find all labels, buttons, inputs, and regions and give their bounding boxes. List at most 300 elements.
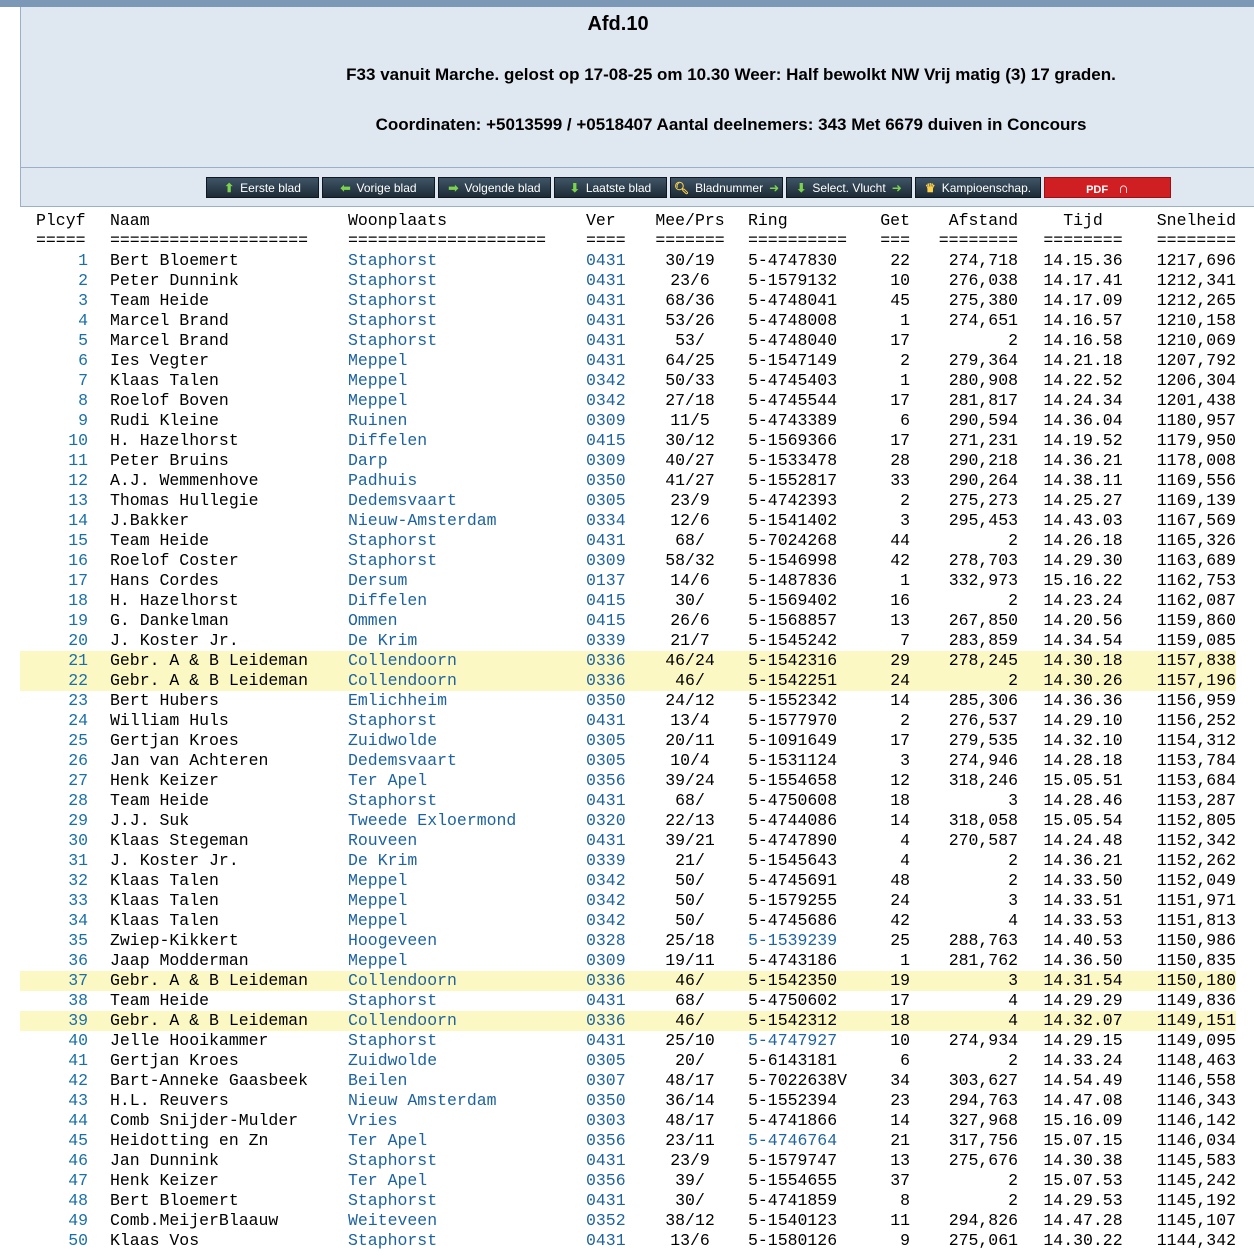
- cell-column-ring: 5-4745403: [748, 371, 838, 390]
- table-row: [20, 251, 1236, 271]
- cell-column-ring[interactable]: 5-1539239: [748, 931, 838, 950]
- cell-column-woonplaats[interactable]: Ruinen: [348, 411, 408, 430]
- cell-column-plcyf: 9: [78, 411, 88, 430]
- cell-column-ver[interactable]: 0305: [586, 731, 626, 750]
- cell-column-tijd: 14.32.07: [1043, 1011, 1123, 1030]
- cell-column-plcyf: 13: [68, 491, 88, 510]
- cell-column-ring: 5-4741866: [748, 1111, 838, 1130]
- cell-column-woonplaats[interactable]: Dedemsvaart: [348, 491, 457, 510]
- cell-column-plcyf: 34: [68, 911, 88, 930]
- cell-column-snelheid: 1146,034: [1156, 1131, 1236, 1150]
- cell-column-tijd: 14.23.24: [1043, 591, 1123, 610]
- cell-column-mee-prs: 23/9: [670, 1151, 710, 1170]
- cell-column-woonplaats[interactable]: Meppel: [348, 371, 408, 390]
- cell-column-tijd: 14.43.03: [1043, 511, 1123, 530]
- cell-column-afstand: 290,594: [948, 411, 1018, 430]
- results-table: [20, 208, 1254, 1256]
- cell-column-naam: G. Dankelman: [110, 611, 229, 630]
- cell-column-woonplaats[interactable]: Vries: [348, 1111, 398, 1130]
- cell-column-afstand: 303,627: [948, 1071, 1018, 1090]
- cell-column-naam: Jelle Hooikammer: [110, 1031, 269, 1050]
- cell-column-tijd: 15.16.22: [1043, 571, 1123, 590]
- cell-column-get: 4: [900, 831, 910, 850]
- previous-page-button[interactable]: [322, 177, 435, 198]
- cell-column-afstand: 267,850: [948, 611, 1018, 630]
- cell-column-plcyf: 16: [68, 551, 88, 570]
- cell-column-naam: H. Hazelhorst: [110, 591, 239, 610]
- column-naam: Naam: [110, 211, 150, 230]
- cell-column-plcyf: 42: [68, 1071, 88, 1090]
- cell-column-ver[interactable]: 0336: [586, 971, 626, 990]
- cell-column-snelheid: 1145,192: [1156, 1191, 1236, 1210]
- cell-column-afstand: 274,946: [948, 751, 1018, 770]
- cell-column-get: 17: [890, 731, 910, 750]
- cell-column-get: 25: [890, 931, 910, 950]
- column-woonplaats: ====================: [348, 231, 547, 250]
- cell-column-snelheid: 1152,262: [1156, 851, 1236, 870]
- flight-info: F33 vanuit Marche. gelost op 17-08-25 om 10.30 Weer: Half bewolkt NW Vrij matig (3) 17 graden.: [346, 65, 1116, 84]
- cell-column-snelheid: 1153,287: [1156, 791, 1236, 810]
- cell-column-naam: J.J. Suk: [110, 811, 190, 830]
- cell-column-woonplaats[interactable]: Staphorst: [348, 1151, 438, 1170]
- table-row: [20, 1071, 1236, 1091]
- cell-column-ver[interactable]: 0303: [586, 1111, 626, 1130]
- cell-column-snelheid: 1217,696: [1156, 251, 1236, 270]
- cell-column-ver[interactable]: 0328: [586, 931, 626, 950]
- cell-column-mee-prs: 20/11: [665, 731, 715, 750]
- cell-column-mee-prs: 13/4: [670, 711, 710, 730]
- cell-column-woonplaats[interactable]: Staphorst: [348, 991, 438, 1010]
- cell-column-ver[interactable]: 0431: [586, 531, 626, 550]
- cell-column-snelheid: 1162,087: [1156, 591, 1236, 610]
- cell-column-ver[interactable]: 0431: [586, 271, 626, 290]
- cell-column-snelheid: 1165,326: [1156, 531, 1236, 550]
- cell-column-woonplaats[interactable]: Meppel: [348, 871, 408, 890]
- cell-column-ver[interactable]: 0339: [586, 851, 626, 870]
- cell-column-plcyf: 3: [78, 291, 88, 310]
- cell-column-woonplaats[interactable]: Hoogeveen: [348, 931, 438, 950]
- cell-column-ring: 5-1552342: [748, 691, 838, 710]
- cell-column-woonplaats[interactable]: Padhuis: [348, 471, 418, 490]
- cell-column-afstand: 275,061: [948, 1231, 1018, 1250]
- table-row: [20, 631, 1236, 651]
- cell-column-tijd: 14.16.57: [1043, 311, 1123, 330]
- cell-column-ver[interactable]: 0415: [586, 431, 626, 450]
- cell-column-afstand: 2: [1008, 331, 1018, 350]
- cell-column-afstand: 2: [1008, 591, 1018, 610]
- cell-column-snelheid: 1210,069: [1156, 331, 1236, 350]
- cell-column-woonplaats[interactable]: Staphorst: [348, 251, 438, 270]
- cell-column-plcyf: 37: [68, 971, 88, 990]
- cell-column-ver[interactable]: 0342: [586, 371, 626, 390]
- cell-column-get: 8: [900, 1191, 910, 1210]
- cell-column-ring: 5-1579255: [748, 891, 838, 910]
- cell-column-mee-prs: 48/17: [665, 1111, 715, 1130]
- cell-column-woonplaats[interactable]: De Krim: [348, 851, 418, 870]
- cell-column-woonplaats[interactable]: Ommen: [348, 611, 398, 630]
- cell-column-ring[interactable]: 5-4747927: [748, 1031, 838, 1050]
- cell-column-afstand: 275,380: [948, 291, 1018, 310]
- cell-column-naam: Klaas Talen: [110, 371, 219, 390]
- cell-column-woonplaats[interactable]: Diffelen: [348, 591, 428, 610]
- cell-column-naam: Klaas Talen: [110, 891, 219, 910]
- cell-column-naam: A.J. Wemmenhove: [110, 471, 259, 490]
- cell-column-woonplaats[interactable]: Zuidwolde: [348, 1051, 438, 1070]
- cell-column-snelheid: 1150,180: [1156, 971, 1236, 990]
- table-row: [20, 651, 1236, 671]
- cell-column-plcyf: 39: [68, 1011, 88, 1030]
- cell-column-woonplaats[interactable]: Staphorst: [348, 551, 438, 570]
- cell-column-mee-prs: 12/6: [670, 511, 710, 530]
- table-row: [20, 751, 1236, 771]
- cell-column-woonplaats[interactable]: Collendoorn: [348, 651, 457, 670]
- cell-column-ring: 5-1545643: [748, 851, 838, 870]
- column-snelheid: Snelheid: [1156, 211, 1236, 230]
- page-header: [20, 7, 1254, 168]
- cell-column-afstand: 278,703: [948, 551, 1018, 570]
- cell-column-tijd: 14.36.04: [1043, 411, 1123, 430]
- cell-column-ver[interactable]: 0431: [586, 351, 626, 370]
- cell-column-afstand: 2: [1008, 1171, 1018, 1190]
- cell-column-ver[interactable]: 0137: [586, 571, 626, 590]
- last-page-button[interactable]: [554, 177, 667, 198]
- cell-column-ver[interactable]: 0336: [586, 1011, 626, 1030]
- pdf-button[interactable]: [1044, 177, 1171, 198]
- cell-column-mee-prs: 46/: [675, 971, 705, 990]
- cell-column-naam: Zwiep-Kikkert: [110, 931, 239, 950]
- cell-column-afstand: 271,231: [948, 431, 1018, 450]
- cell-column-afstand: 332,973: [948, 571, 1018, 590]
- cell-column-afstand: 274,651: [948, 311, 1018, 330]
- cell-column-ring: 5-1554655: [748, 1171, 838, 1190]
- cell-column-ver[interactable]: 0431: [586, 1191, 626, 1210]
- championship-button[interactable]: [915, 177, 1041, 198]
- cell-column-ver[interactable]: 0305: [586, 751, 626, 770]
- cell-column-ver[interactable]: 0356: [586, 1171, 626, 1190]
- cell-column-afstand: 3: [1008, 791, 1018, 810]
- cell-column-ver[interactable]: 0342: [586, 891, 626, 910]
- cell-column-woonplaats[interactable]: Ter Apel: [348, 771, 428, 790]
- chevron-right-icon: ➜: [891, 181, 902, 195]
- cell-column-naam: Team Heide: [110, 531, 210, 550]
- cell-column-tijd: 15.16.09: [1043, 1111, 1123, 1130]
- crown-icon: ♛: [924, 181, 936, 195]
- cell-column-ver[interactable]: 0356: [586, 771, 626, 790]
- cell-column-naam: Team Heide: [110, 991, 210, 1010]
- cell-column-ver[interactable]: 0342: [586, 871, 626, 890]
- cell-column-ver[interactable]: 0342: [586, 391, 626, 410]
- table-row: [20, 591, 1236, 611]
- cell-column-woonplaats[interactable]: Collendoorn: [348, 671, 457, 690]
- cell-column-woonplaats[interactable]: Nieuw Amsterdam: [348, 1091, 497, 1110]
- cell-column-woonplaats[interactable]: Diffelen: [348, 431, 428, 450]
- cell-column-plcyf: 5: [78, 331, 88, 350]
- cell-column-ring[interactable]: 5-4746764: [748, 1131, 838, 1150]
- cell-column-ver[interactable]: 0415: [586, 591, 626, 610]
- cell-column-tijd: 14.25.27: [1043, 491, 1123, 510]
- cell-column-woonplaats[interactable]: Staphorst: [348, 331, 438, 350]
- cell-column-woonplaats[interactable]: Weiteveen: [348, 1211, 438, 1230]
- cell-column-ring: 5-1552817: [748, 471, 838, 490]
- first-page-button[interactable]: [206, 177, 319, 198]
- cell-column-ring: 5-1533478: [748, 451, 838, 470]
- cell-column-naam: William Huls: [110, 711, 229, 730]
- table-row: [20, 1231, 1236, 1251]
- select-flight-button[interactable]: [786, 177, 912, 198]
- cell-column-ver[interactable]: 0309: [586, 411, 626, 430]
- cell-column-get: 21: [890, 1131, 910, 1150]
- cell-column-afstand: 281,817: [948, 391, 1018, 410]
- cell-column-woonplaats[interactable]: Staphorst: [348, 791, 438, 810]
- cell-column-afstand: 281,762: [948, 951, 1018, 970]
- cell-column-snelheid: 1201,438: [1156, 391, 1236, 410]
- cell-column-woonplaats[interactable]: Staphorst: [348, 291, 438, 310]
- table-row: [20, 1011, 1236, 1031]
- cell-column-mee-prs: 36/14: [665, 1091, 715, 1110]
- cell-column-tijd: 14.17.09: [1043, 291, 1123, 310]
- cell-column-naam: Roelof Coster: [110, 551, 239, 570]
- next-page-label: Volgende blad: [464, 181, 541, 195]
- cell-column-mee-prs: 22/13: [665, 811, 715, 830]
- page-number-label: Bladnummer: [695, 181, 764, 195]
- cell-column-tijd: 14.21.18: [1043, 351, 1123, 370]
- cell-column-snelheid: 1153,784: [1156, 751, 1236, 770]
- cell-column-snelheid: 1162,753: [1156, 571, 1236, 590]
- cell-column-ver[interactable]: 0350: [586, 1091, 626, 1110]
- cell-column-naam: Gebr. A & B Leideman: [110, 671, 309, 690]
- cell-column-ver[interactable]: 0431: [586, 291, 626, 310]
- cell-column-ver[interactable]: 0336: [586, 671, 626, 690]
- cell-column-naam: Marcel Brand: [110, 311, 229, 330]
- cell-column-woonplaats[interactable]: Tweede Exloermond: [348, 811, 517, 830]
- cell-column-snelheid: 1153,684: [1156, 771, 1236, 790]
- cell-column-get: 16: [890, 591, 910, 610]
- cell-column-afstand: 327,968: [948, 1111, 1018, 1130]
- cell-column-afstand: 275,273: [948, 491, 1018, 510]
- cell-column-woonplaats[interactable]: Dersum: [348, 571, 408, 590]
- cell-column-get: 13: [890, 1151, 910, 1170]
- column-get: Get: [880, 211, 910, 230]
- cell-column-afstand: 290,264: [948, 471, 1018, 490]
- cell-column-ver[interactable]: 0431: [586, 831, 626, 850]
- cell-column-naam: Klaas Talen: [110, 911, 219, 930]
- cell-column-woonplaats[interactable]: Dedemsvaart: [348, 751, 457, 770]
- cell-column-mee-prs: 68/36: [665, 291, 715, 310]
- navigation-bar: [20, 168, 1254, 207]
- cell-column-ver[interactable]: 0350: [586, 691, 626, 710]
- cell-column-ver[interactable]: 0415: [586, 611, 626, 630]
- cell-column-woonplaats[interactable]: Collendoorn: [348, 1011, 457, 1030]
- table-row: [20, 1111, 1236, 1131]
- table-row: [20, 891, 1236, 911]
- cell-column-snelheid: 1169,139: [1156, 491, 1236, 510]
- cell-column-woonplaats[interactable]: Meppel: [348, 951, 408, 970]
- cell-column-ver[interactable]: 0431: [586, 331, 626, 350]
- cell-column-ver[interactable]: 0307: [586, 1071, 626, 1090]
- cell-column-mee-prs: 50/: [675, 871, 705, 890]
- cell-column-plcyf: 15: [68, 531, 88, 550]
- cell-column-get: 29: [890, 651, 910, 670]
- cell-column-woonplaats[interactable]: Staphorst: [348, 311, 438, 330]
- cell-column-naam: Comb.MeijerBlaauw: [110, 1211, 279, 1230]
- column-ver: Ver: [586, 211, 616, 230]
- cell-column-woonplaats[interactable]: Meppel: [348, 891, 408, 910]
- cell-column-woonplaats[interactable]: Staphorst: [348, 1231, 438, 1250]
- cell-column-woonplaats[interactable]: Collendoorn: [348, 971, 457, 990]
- cell-column-ver[interactable]: 0356: [586, 1131, 626, 1150]
- cell-column-ver[interactable]: 0431: [586, 991, 626, 1010]
- cell-column-woonplaats[interactable]: Staphorst: [348, 1031, 438, 1050]
- cell-column-get: 34: [890, 1071, 910, 1090]
- cell-column-ver[interactable]: 0320: [586, 811, 626, 830]
- cell-column-woonplaats[interactable]: Staphorst: [348, 531, 438, 550]
- next-page-button[interactable]: [438, 177, 551, 198]
- cell-column-woonplaats[interactable]: Ter Apel: [348, 1131, 428, 1150]
- table-row: [20, 351, 1236, 371]
- cell-column-plcyf: 44: [68, 1111, 88, 1130]
- cell-column-naam: Ies Vegter: [110, 351, 210, 370]
- cell-column-tijd: 14.15.36: [1043, 251, 1123, 270]
- cell-column-ver[interactable]: 0350: [586, 471, 626, 490]
- cell-column-ring: 5-1579747: [748, 1151, 838, 1170]
- cell-column-naam: Jaap Modderman: [110, 951, 249, 970]
- cell-column-ring: 5-1545242: [748, 631, 838, 650]
- cell-column-plcyf: 35: [68, 931, 88, 950]
- cell-column-ver[interactable]: 0431: [586, 791, 626, 810]
- column-mee-prs: Mee/Prs: [655, 211, 725, 230]
- cell-column-woonplaats[interactable]: Staphorst: [348, 1191, 438, 1210]
- cell-column-woonplaats[interactable]: Ter Apel: [348, 1171, 428, 1190]
- cell-column-woonplaats[interactable]: Emlichheim: [348, 691, 448, 710]
- page-number-button[interactable]: [670, 177, 783, 198]
- cell-column-snelheid: 1157,196: [1156, 671, 1236, 690]
- cell-column-woonplaats[interactable]: Meppel: [348, 391, 408, 410]
- cell-column-plcyf: 26: [68, 751, 88, 770]
- cell-column-ver[interactable]: 0431: [586, 251, 626, 270]
- cell-column-ver[interactable]: 0431: [586, 311, 626, 330]
- cell-column-get: 37: [890, 1171, 910, 1190]
- table-row: [20, 391, 1236, 411]
- table-row: [20, 1191, 1236, 1211]
- table-row: [20, 771, 1236, 791]
- cell-column-tijd: 14.34.54: [1043, 631, 1123, 650]
- cell-column-ver[interactable]: 0431: [586, 1151, 626, 1170]
- column-ring: Ring: [748, 211, 788, 230]
- cell-column-ver[interactable]: 0342: [586, 911, 626, 930]
- cell-column-get: 22: [890, 251, 910, 270]
- cell-column-mee-prs: 68/: [675, 531, 705, 550]
- top-bar: [0, 0, 1254, 7]
- cell-column-ver[interactable]: 0334: [586, 511, 626, 530]
- cell-column-ver[interactable]: 0352: [586, 1211, 626, 1230]
- cell-column-snelheid: 1151,813: [1156, 911, 1236, 930]
- cell-column-afstand: 2: [1008, 1191, 1018, 1210]
- cell-column-woonplaats[interactable]: Staphorst: [348, 711, 438, 730]
- cell-column-afstand: 2: [1008, 1051, 1018, 1070]
- cell-column-woonplaats[interactable]: Staphorst: [348, 271, 438, 290]
- table-row: [20, 311, 1236, 331]
- cell-column-ver[interactable]: 0309: [586, 451, 626, 470]
- cell-column-get: 24: [890, 671, 910, 690]
- column-naam: ====================: [110, 231, 309, 250]
- cell-column-tijd: 14.32.10: [1043, 731, 1123, 750]
- cell-column-tijd: 14.54.49: [1043, 1071, 1123, 1090]
- cell-column-woonplaats[interactable]: Meppel: [348, 911, 408, 930]
- cell-column-get: 6: [900, 1051, 910, 1070]
- cell-column-snelheid: 1210,158: [1156, 311, 1236, 330]
- table-row: [20, 611, 1236, 631]
- cell-column-afstand: 4: [1008, 911, 1018, 930]
- table-row: [20, 451, 1236, 471]
- cell-column-get: 42: [890, 551, 910, 570]
- cell-column-plcyf: 11: [68, 451, 88, 470]
- cell-column-woonplaats[interactable]: De Krim: [348, 631, 418, 650]
- cell-column-woonplaats[interactable]: Zuidwolde: [348, 731, 438, 750]
- cell-column-get: 4: [900, 851, 910, 870]
- cell-column-afstand: 317,756: [948, 1131, 1018, 1150]
- arrow-left-icon: ⬅: [340, 181, 351, 195]
- cell-column-ver[interactable]: 0305: [586, 1051, 626, 1070]
- cell-column-woonplaats[interactable]: Beilen: [348, 1071, 408, 1090]
- cell-column-ver[interactable]: 0431: [586, 711, 626, 730]
- column-plcyf: Plcyf: [36, 211, 86, 230]
- cell-column-ver[interactable]: 0309: [586, 951, 626, 970]
- cell-column-afstand: 2: [1008, 531, 1018, 550]
- cell-column-mee-prs: 11/5: [670, 411, 710, 430]
- cell-column-snelheid: 1156,252: [1156, 711, 1236, 730]
- cell-column-ring: 5-1547149: [748, 351, 838, 370]
- cell-column-mee-prs: 26/6: [670, 611, 710, 630]
- cell-column-plcyf: 40: [68, 1031, 88, 1050]
- pdf-label: PDF: [1086, 184, 1109, 196]
- cell-column-snelheid: 1156,959: [1156, 691, 1236, 710]
- cell-column-mee-prs: 30/19: [665, 251, 715, 270]
- cell-column-plcyf: 10: [68, 431, 88, 450]
- cell-column-get: 23: [890, 1091, 910, 1110]
- cell-column-ring: 5-1569366: [748, 431, 838, 450]
- cell-column-snelheid: 1152,342: [1156, 831, 1236, 850]
- cell-column-naam: Thomas Hullegie: [110, 491, 259, 510]
- cell-column-woonplaats[interactable]: Darp: [348, 451, 388, 470]
- cell-column-ring: 5-1541402: [748, 511, 838, 530]
- cell-column-ver[interactable]: 0305: [586, 491, 626, 510]
- cell-column-plcyf: 47: [68, 1171, 88, 1190]
- cell-column-afstand: 280,908: [948, 371, 1018, 390]
- cell-column-ver[interactable]: 0431: [586, 1031, 626, 1050]
- cell-column-ver[interactable]: 0431: [586, 1231, 626, 1250]
- cell-column-tijd: 14.40.53: [1043, 931, 1123, 950]
- cell-column-get: 1: [900, 571, 910, 590]
- cell-column-ring: 5-4748040: [748, 331, 838, 350]
- cell-column-ver[interactable]: 0309: [586, 551, 626, 570]
- cell-column-woonplaats[interactable]: Meppel: [348, 351, 408, 370]
- cell-column-tijd: 14.22.52: [1043, 371, 1123, 390]
- cell-column-get: 33: [890, 471, 910, 490]
- cell-column-snelheid: 1146,142: [1156, 1111, 1236, 1130]
- table-row: [20, 951, 1236, 971]
- cell-column-woonplaats[interactable]: Nieuw-Amsterdam: [348, 511, 497, 530]
- cell-column-ring: 5-1579132: [748, 271, 838, 290]
- cell-column-get: 17: [890, 391, 910, 410]
- cell-column-plcyf: 29: [68, 811, 88, 830]
- cell-column-ring: 5-1546998: [748, 551, 838, 570]
- cell-column-ver[interactable]: 0336: [586, 651, 626, 670]
- cell-column-ring: 5-4747830: [748, 251, 838, 270]
- cell-column-woonplaats[interactable]: Rouveen: [348, 831, 418, 850]
- cell-column-plcyf: 7: [78, 371, 88, 390]
- cell-column-mee-prs: 68/: [675, 991, 705, 1010]
- cell-column-ver[interactable]: 0339: [586, 631, 626, 650]
